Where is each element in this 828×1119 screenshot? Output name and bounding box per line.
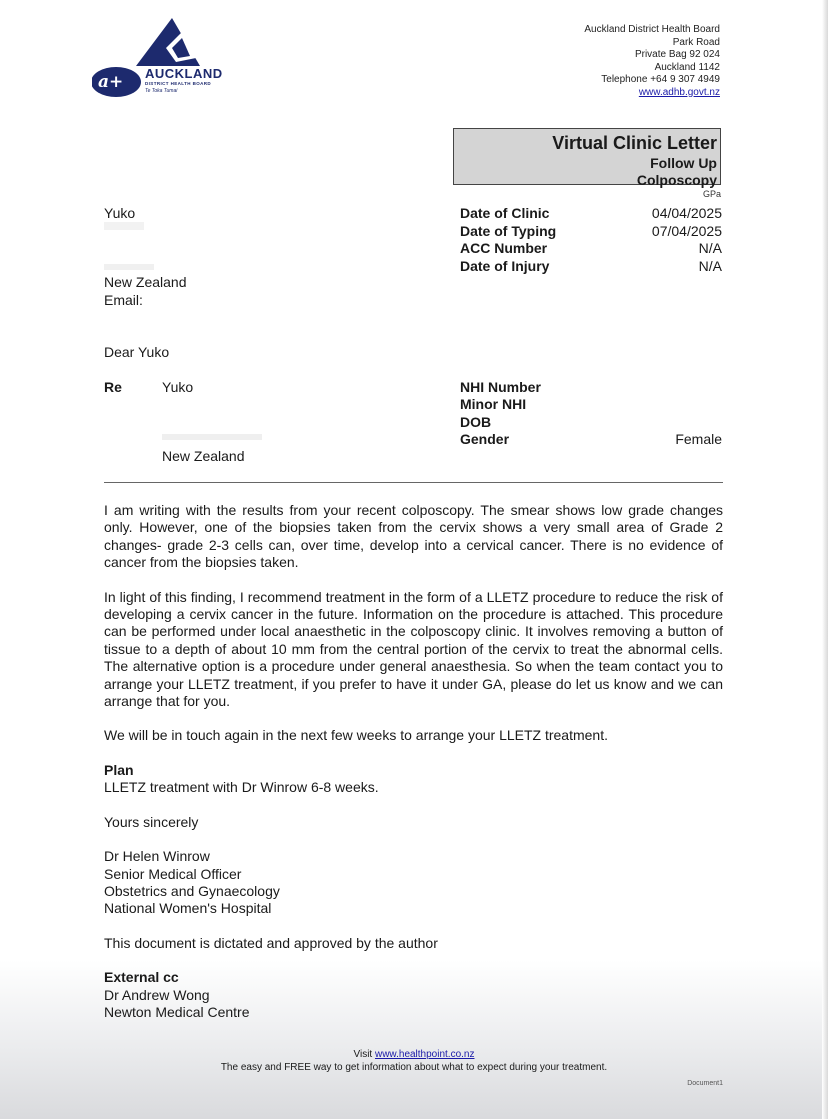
date-of-typing-label: Date of Typing xyxy=(460,223,557,239)
adhb-logo xyxy=(92,18,252,102)
date-of-clinic-label: Date of Clinic xyxy=(460,205,550,221)
footer-tagline: The easy and FREE way to get information about what to expect during your treatment. xyxy=(220,1062,608,1073)
document-id: Document1 xyxy=(687,1080,723,1087)
patient-country: New Zealand xyxy=(162,448,245,464)
gender-label: Gender xyxy=(460,431,510,447)
salutation: Dear Yuko xyxy=(104,344,170,360)
logo-subtitle: DISTRICT HEALTH BOARD xyxy=(145,81,212,86)
gender-value: Female xyxy=(675,431,722,447)
date-of-clinic-value: 04/04/2025 xyxy=(651,205,722,221)
redacted-line xyxy=(162,434,262,440)
section-divider xyxy=(104,482,723,483)
recipient-name: Yuko xyxy=(104,205,136,221)
address-line: Private Bag 92 024 xyxy=(634,49,720,60)
cc-heading: External cc xyxy=(104,969,179,986)
date-of-injury-value: N/A xyxy=(698,258,722,274)
healthpoint-link[interactable]: www.healthpoint.co.nz xyxy=(374,1049,475,1060)
dictation-note: This document is dictated and approved by the author xyxy=(104,934,438,951)
logo-motto: Te Toka Tumai xyxy=(145,88,178,94)
recipient-country: New Zealand xyxy=(104,274,187,290)
minor-nhi-label: Minor NHI xyxy=(460,396,527,412)
address-line: Auckland 1142 xyxy=(654,61,720,73)
letter-title-box xyxy=(453,128,721,188)
date-of-typing-value: 07/04/2025 xyxy=(651,223,722,239)
signatory-department: Obstetrics and Gynaecology xyxy=(104,882,280,899)
plan-heading: Plan xyxy=(104,761,134,778)
date-of-injury-label: Date of Injury xyxy=(460,258,550,274)
letter-subtitle: Follow Up xyxy=(650,155,717,171)
website-link[interactable]: www.adhb.govt.nz xyxy=(638,86,720,98)
recipient-email-label: Email: xyxy=(104,292,143,308)
signatory-role: Senior Medical Officer xyxy=(104,865,242,882)
page-edge xyxy=(822,0,828,1119)
acc-number-value: N/A xyxy=(698,240,722,256)
address-line: Park Road xyxy=(672,36,720,48)
dob-label: DOB xyxy=(460,414,492,430)
typist-initials: GPa xyxy=(702,189,721,199)
page-footer xyxy=(0,1048,828,1074)
redacted-line xyxy=(104,222,144,230)
nhi-number-label: NHI Number xyxy=(460,379,541,395)
letter-title: Virtual Clinic Letter xyxy=(552,133,717,153)
footer-visit: Visit xyxy=(353,1049,373,1060)
address-line: Auckland District Health Board xyxy=(584,24,720,35)
body-paragraph: In light of this finding, I recommend treatment in the form of a LLETZ procedure to reduce the risk of developing a cervix cancer in the future. Information on the procedure is attached. This procedure can be performed under local anaesthetic in the colposcopy clinic. It involves removing a button of tissue to a depth of about 10 mm from the central portion of the cervix to treat the abnormal cells. The alternative option is a procedure under general anaesthesia. So when the team contact you to arrange your LLETZ treatment, if you prefer to have it under GA, please do let us know and we can arrange that for you. xyxy=(104,588,723,710)
patient-name: Yuko xyxy=(162,379,194,395)
re-label: Re xyxy=(104,379,122,395)
logo-word: AUCKLAND xyxy=(145,66,223,81)
redacted-line xyxy=(104,264,154,270)
body-paragraph: We will be in touch again in the next few weeks to arrange your LLETZ treatment. xyxy=(104,727,608,744)
address-phone: Telephone +64 9 307 4949 xyxy=(601,74,720,85)
sender-address xyxy=(584,24,720,99)
body-paragraph: I am writing with the results from your recent colposcopy. The smear shows low grade changes only. However, one of the biopsies taken from the cervix shows a very small area of Grade 2 changes- grade 2-3 cells can, over time, develop into a cervical cancer. There is no evidence of cancer from the biopsies taken. xyxy=(104,502,723,571)
letter-body xyxy=(104,502,723,1021)
logo-symbol: a+ xyxy=(98,72,124,92)
closing: Yours sincerely xyxy=(104,813,199,830)
plan-text: LLETZ treatment with Dr Winrow 6-8 weeks. xyxy=(104,779,379,796)
cc-name: Dr Andrew Wong xyxy=(104,986,210,1003)
letter-department: Colposcopy xyxy=(636,172,717,188)
cc-organisation: Newton Medical Centre xyxy=(104,1003,250,1020)
signatory-hospital: National Women's Hospital xyxy=(104,900,272,917)
acc-number-label: ACC Number xyxy=(460,240,548,256)
signatory-name: Dr Helen Winrow xyxy=(104,848,210,865)
